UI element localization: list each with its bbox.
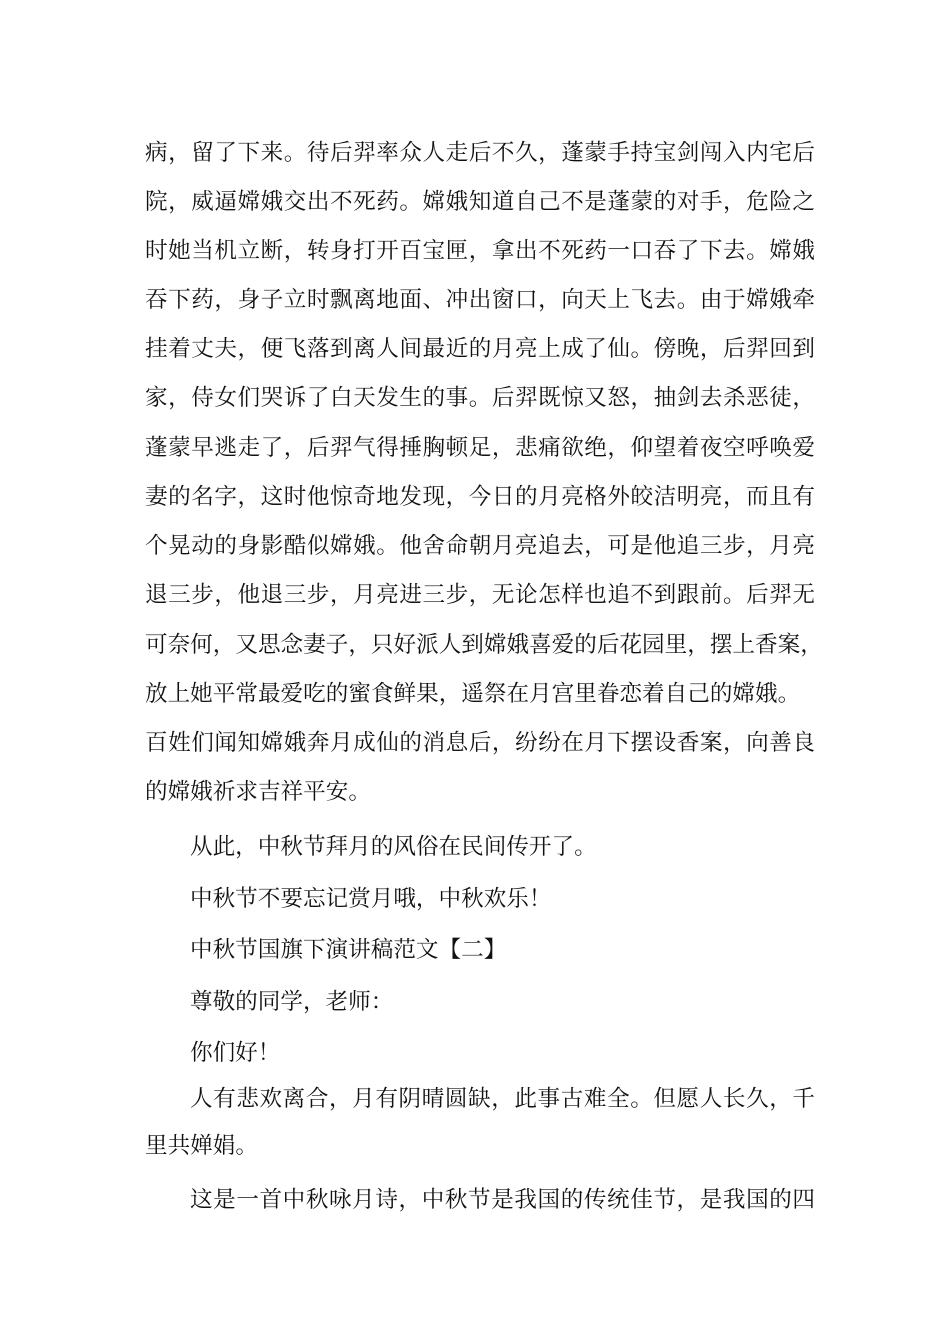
greeting: 你们好！	[190, 1040, 281, 1066]
paragraph: 中秋节不要忘记赏月哦，中秋欢乐！	[190, 886, 552, 912]
text-line: 人有悲欢离合，月有阴晴圆缺，此事古难全。但愿人长久，千	[190, 1086, 815, 1112]
text-line: 的嫦娥祈求吉祥平安。	[145, 779, 371, 805]
salutation: 尊敬的同学，老师：	[190, 989, 394, 1015]
text-line: 这是一首中秋咏月诗，中秋节是我国的传统佳节，是我国的四	[190, 1187, 815, 1213]
text-line: 里共婵娟。	[145, 1133, 258, 1159]
text-line: 时她当机立断，转身打开百宝匣，拿出不死药一口吞了下去。嫦娥	[145, 238, 815, 264]
text-line: 放上她平常最爱吃的蜜食鲜果，遥祭在月宫里眷恋着自己的嫦娥。	[145, 681, 801, 707]
text-line: 挂着丈夫，便飞落到离人间最近的月亮上成了仙。傍晚，后羿回到	[145, 336, 815, 362]
text-line: 妻的名字，这时他惊奇地发现，今日的月亮格外皎洁明亮，而且有	[145, 484, 815, 510]
text-line: 家，侍女们哭诉了白天发生的事。后羿既惊又怒，抽剑去杀恶徒，	[145, 385, 815, 411]
text-line: 院，威逼嫦娥交出不死药。嫦娥知道自己不是蓬蒙的对手，危险之	[145, 189, 815, 215]
text-line: 个晃动的身影酷似嫦娥。他舍命朝月亮追去，可是他追三步，月亮	[145, 533, 815, 559]
section-heading: 中秋节国旗下演讲稿范文【二】	[190, 937, 507, 963]
text-line: 可奈何，又思念妻子，只好派人到嫦娥喜爱的后花园里，摆上香案，	[145, 632, 823, 658]
text-line: 退三步，他退三步，月亮进三步，无论怎样也追不到跟前。后羿无	[145, 582, 815, 608]
text-line: 百姓们闻知嫦娥奔月成仙的消息后，纷纷在月下摆设香案，向善良	[145, 730, 815, 756]
paragraph: 从此，中秋节拜月的风俗在民间传开了。	[190, 834, 597, 860]
text-line: 蓬蒙早逃走了，后羿气得捶胸顿足，悲痛欲绝，仰望着夜空呼唤爱	[145, 435, 815, 461]
text-line: 病，留了下来。待后羿率众人走后不久，蓬蒙手持宝剑闯入内宅后	[145, 140, 815, 166]
text-line: 吞下药，身子立时飘离地面、冲出窗口，向天上飞去。由于嫦娥牵	[145, 287, 815, 313]
